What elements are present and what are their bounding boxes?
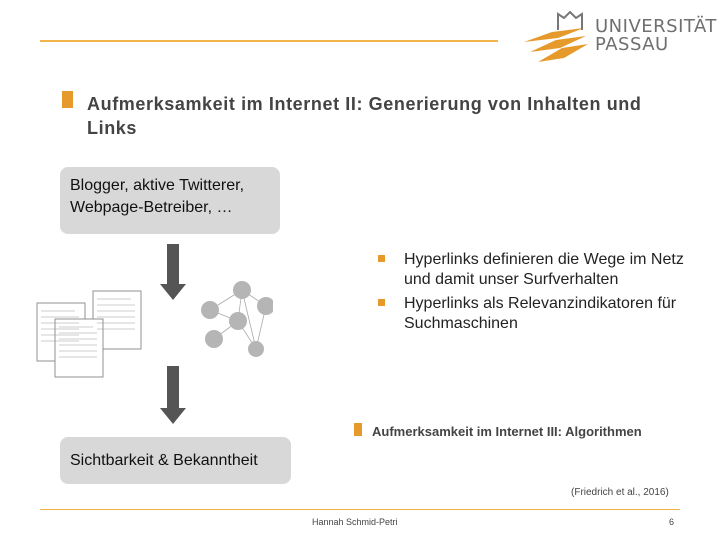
footer-rule [40, 509, 680, 510]
bullet-item [378, 250, 708, 290]
title-marker [62, 91, 73, 108]
next-section-link[interactable]: Aufmerksamkeit im Internet III: Algorithmen [372, 424, 642, 439]
bullet-square-icon [378, 255, 385, 262]
documents-icon [35, 285, 170, 385]
slide-title: Aufmerksamkeit im Internet II: Generierung von Inhalten und Links [87, 94, 642, 138]
bullet-text: Hyperlinks definieren die Wege im Netz und damit unser Surfverhalten [404, 251, 684, 288]
logo-line-2: PASSAU [595, 34, 669, 55]
logo-line-1: UNIVERSITÄT [595, 16, 717, 37]
university-logo-text [595, 18, 717, 54]
page-number: 6 [669, 517, 675, 527]
down-arrow-icon-2 [160, 366, 186, 424]
header-rule [40, 40, 498, 42]
visibility-box: Sichtbarkeit & Bekanntheit [60, 437, 291, 484]
bullet-item [378, 294, 708, 334]
next-link-marker [354, 423, 362, 436]
bullet-square-icon [378, 299, 385, 306]
actors-box: Blogger, aktive Twitterer, Webpage-Betreiber, … [60, 167, 280, 234]
footer-author: Hannah Schmid-Petri [312, 517, 398, 527]
network-graph-icon [198, 277, 273, 357]
bullet-list [378, 250, 708, 338]
bullet-text: Hyperlinks als Relevanzindikatoren für Suchmaschinen [404, 295, 677, 332]
citation: (Friedrich et al., 2016) [571, 487, 669, 498]
